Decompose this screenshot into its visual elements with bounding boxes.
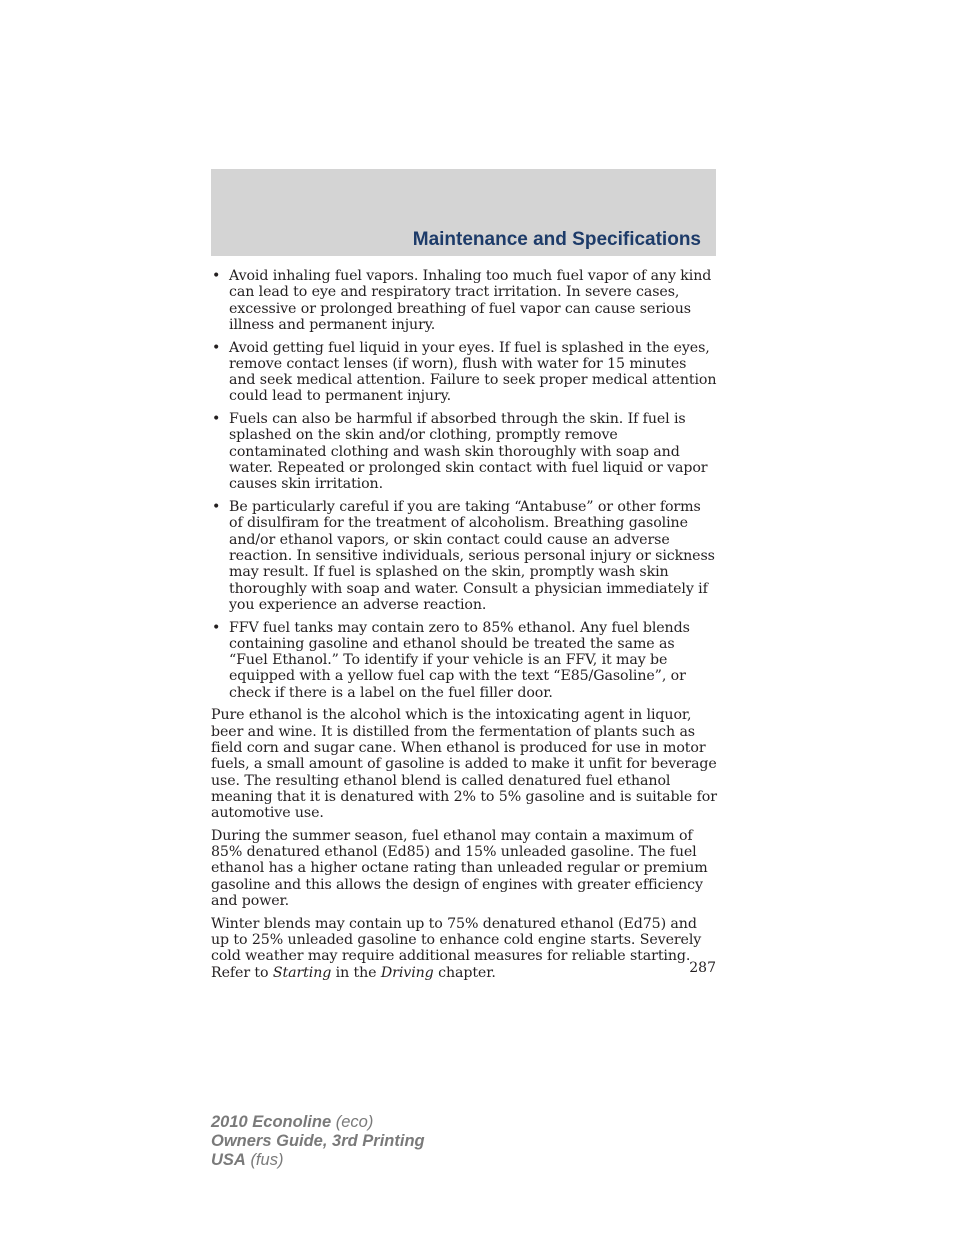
- footer-model-code: (eco): [335, 1113, 374, 1131]
- footer-line-guide: [211, 1132, 425, 1151]
- paragraph-text: chapter.: [438, 964, 496, 981]
- footer-line-model: [211, 1113, 425, 1132]
- section-header-band: [211, 169, 716, 256]
- list-item: • Fuels can also be harmful if absorbed through the skin. If fuel is splashed on the skin and/or clothing, promptly remove contaminated clothing and wash skin thoroughly with soap and water. Repeated or prolonged skin contact with fuel liquid or vapor causes skin irritation.: [211, 411, 717, 492]
- paragraph-text: in the: [335, 964, 377, 981]
- list-item: • Avoid inhaling fuel vapors. Inhaling too much fuel vapor of any kind can lead to eye and respiratory tract irritation. In severe cases, excessive or prolonged breathing of fuel vapor can cause serious illness and permanent injury.: [211, 268, 717, 333]
- footer-guide: Owners Guide, 3rd Printing: [211, 1132, 425, 1150]
- paragraph-summer-season: During the summer season, fuel ethanol may contain a maximum of 85% denatured ethanol (Ed85) and 15% unleaded gasoline. The fuel ethanol has a higher octane rating than unleaded regular or premium gasoline and this allows the design of engines with greater efficiency and power.: [211, 827, 708, 910]
- section-title: Maintenance and Specifications: [412, 229, 701, 250]
- paragraph-pure-ethanol: Pure ethanol is the alcohol which is the intoxicating agent in liquor, beer and wine. It is distilled from the fermentation of plants such as field corn and sugar cane. When ethanol is produced for use in motor fuels, a small amount of gasoline is added to make it unfit for beverage use. The resulting ethanol blend is called denatured fuel ethanol meaning that it is denatured with 2% to 5% gasoline and is suitable for automotive use.: [211, 707, 717, 822]
- footer-line-market: [211, 1151, 425, 1170]
- document-footer: [211, 1113, 425, 1170]
- list-item: • Be particularly careful if you are taking “Antabuse” or other forms of disulfiram for the treatment of alcoholism. Breathing gasoline and/or ethanol vapors, or skin contact could cause an adverse reaction. In sensitive individuals, serious personal injury or sickness may result. If fuel is splashed on the skin, promptly wash skin thoroughly with soap and water. Consult a physician immediately if you experience an adverse reaction.: [211, 499, 717, 613]
- footer-market-code: (fus): [250, 1151, 284, 1169]
- cross-reference-driving: Driving: [380, 964, 434, 981]
- page-number: 287: [689, 960, 716, 976]
- page-content: [211, 268, 717, 987]
- warning-bullet-list: [211, 268, 717, 701]
- paragraph-winter-blends: [211, 916, 717, 981]
- footer-market: USA: [211, 1151, 246, 1169]
- list-item: • Avoid getting fuel liquid in your eyes. If fuel is splashed in the eyes, remove contact lenses (if worn), flush with water for 15 minutes and seek medical attention. Failure to seek proper medical attention could lead to permanent injury.: [211, 340, 717, 405]
- list-item: • FFV fuel tanks may contain zero to 85% ethanol. Any fuel blends containing gasoline and ethanol should be treated the same as “Fuel Ethanol.” To identify if your vehicle is an FFV, it may be equipped with a yellow fuel cap with the text “E85/Gasoline”, or check if there is a label on the fuel filler door.: [211, 620, 717, 701]
- cross-reference-starting: Starting: [272, 964, 332, 981]
- paragraph-text: Winter blends may contain up to 75% denatured ethanol (Ed75) and up to 25% unleaded gasoline to enhance cold engine starts. Severely cold weather may require additional measures for reliable starting. Refer to: [211, 915, 702, 981]
- footer-model: 2010 Econoline: [211, 1113, 332, 1131]
